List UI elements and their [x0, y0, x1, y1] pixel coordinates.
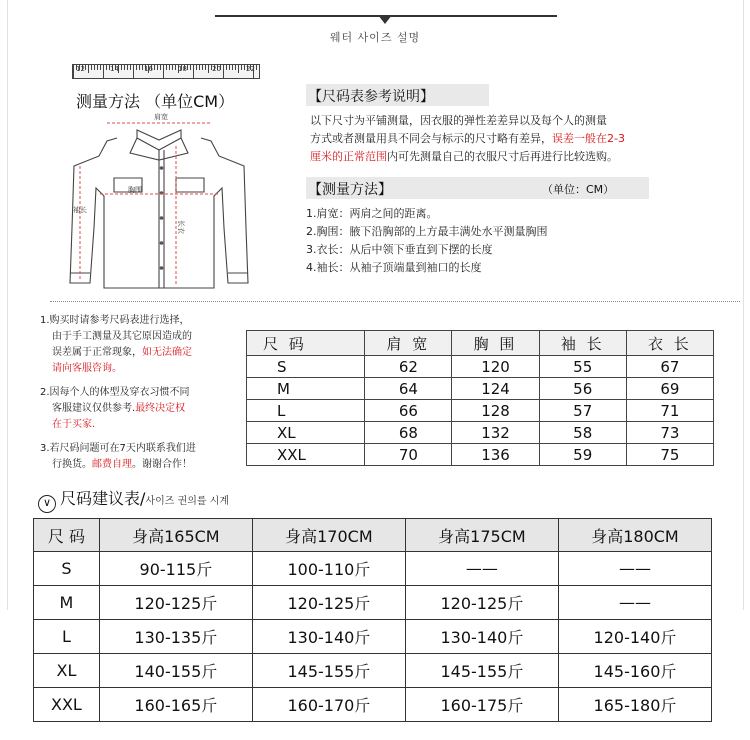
table-cell: 56: [539, 378, 626, 400]
size-cell: S: [247, 356, 365, 378]
down-arrow-icon: [378, 15, 392, 24]
table-row: [247, 444, 714, 466]
table-row: [247, 400, 714, 422]
ruler-tick: [130, 65, 131, 70]
table-cell: 130-140斤: [252, 620, 405, 654]
table-cell: 69: [626, 378, 713, 400]
sleeve-label: 袖长: [73, 206, 87, 214]
ruler-tick: [124, 65, 125, 70]
note-2: [40, 385, 232, 433]
table-cell: 120-125斤: [252, 586, 405, 620]
note-text: 行换货。: [52, 459, 92, 470]
ruler-tick: [226, 65, 227, 70]
table-cell: 120-125斤: [99, 586, 252, 620]
header-cell: 胸 围: [452, 331, 539, 356]
table-cell: 59: [539, 444, 626, 466]
table-row: [34, 688, 712, 722]
size-note-line1: 以下尺寸为平铺测量，因衣服的弹性差差异以及每个人的测量: [310, 114, 607, 127]
ruler-tick: [100, 65, 101, 70]
header-cell: 袖 长: [539, 331, 626, 356]
size-note-line3b: 内可先测量自己的衣服尺寸后再进行比较选购。: [387, 150, 618, 163]
ruler-tick: [256, 65, 257, 70]
size-note-line2b: 误差一般在2-3: [552, 132, 625, 145]
note-line: [40, 457, 232, 473]
header-cell: 身高175CM: [405, 519, 558, 552]
size-cell: M: [247, 378, 365, 400]
note-red-line: 在于买家.: [52, 419, 96, 430]
size-note-line3a: 厘米的正常范围: [310, 150, 387, 163]
note-line: [40, 401, 232, 417]
method-title: 【测量方法】: [308, 182, 392, 198]
ruler-tick: [136, 65, 137, 70]
table-row: [247, 422, 714, 444]
size-cell: XXL: [34, 688, 100, 722]
ruler-tick: [85, 65, 86, 70]
table-row: [34, 654, 712, 688]
chest-label: 胸围: [128, 186, 142, 194]
table-cell: 58: [539, 422, 626, 444]
size-cell: XL: [247, 422, 365, 444]
notes: [40, 313, 232, 481]
header-cell: 尺 码: [34, 519, 100, 552]
method-item: 3.衣长：从后中领下垂直到下摆的长度: [306, 243, 493, 256]
header-cell: 尺 码: [247, 331, 365, 356]
recommend-table: [33, 518, 712, 722]
ruler-tick: [127, 65, 128, 70]
length-label: 长衣: [177, 220, 185, 234]
note-red: 最终决定权: [135, 403, 186, 414]
ruler-tick: [244, 65, 245, 70]
table-cell: 70: [365, 444, 452, 466]
table-cell: 120-140斤: [558, 620, 711, 654]
table-cell: 145-155斤: [405, 654, 558, 688]
table-cell: 67: [626, 356, 713, 378]
note-line: 由于手工测量及其它原因造成的: [52, 331, 192, 342]
recommend-subtitle: 사이즈 권의를 시계: [145, 496, 230, 507]
table-cell: 120: [452, 356, 539, 378]
table-cell: 130-135斤: [99, 620, 252, 654]
recommend-title-text: 尺码建议表/: [60, 489, 146, 508]
method-unit: （单位：CM）: [542, 183, 615, 196]
table-cell: 75: [626, 444, 713, 466]
ruler-tick: [94, 65, 95, 70]
note-line: 3.若尺码问题可在7天内联系我们进: [40, 443, 196, 454]
method-list: [306, 205, 548, 277]
recommend-title: [38, 486, 229, 513]
ruler-tick: [235, 65, 236, 70]
size-note-line2: [310, 130, 690, 148]
ruler-tick: [187, 65, 188, 70]
table-cell: 136: [452, 444, 539, 466]
size-table-header: [247, 331, 714, 356]
ruler-tick: [163, 65, 164, 78]
note-3: [40, 441, 232, 473]
ruler-number: 20: [212, 65, 221, 73]
ruler-tick: [241, 65, 242, 70]
header-cell: 身高170CM: [252, 519, 405, 552]
table-cell: 130-140斤: [405, 620, 558, 654]
top-caption: 웨터 사이즈 설명: [329, 31, 421, 44]
table-cell: 165-180斤: [558, 688, 711, 722]
ruler-tick: [121, 65, 122, 70]
ruler-tick: [172, 65, 173, 70]
table-cell: ——: [558, 552, 711, 586]
ruler-number: 18: [178, 65, 187, 73]
ruler-tick: [106, 65, 107, 70]
note-line: 1.购买时请参考尺码表进行选择，: [40, 315, 190, 326]
note-text: 误差属于正常现象，: [52, 347, 142, 358]
ruler-tick: [97, 65, 98, 70]
ruler-tick: [169, 65, 170, 70]
ruler-number: 22: [246, 65, 255, 73]
ruler-tick: [73, 65, 74, 78]
measure-heading: 测量方法 （单位CM）: [76, 92, 235, 111]
shirt-diagram: [52, 108, 267, 293]
ruler-number: 12: [76, 65, 85, 73]
table-cell: 71: [626, 400, 713, 422]
ruler-tick: [232, 65, 233, 70]
table-cell: 145-160斤: [558, 654, 711, 688]
ruler-tick: [139, 65, 140, 70]
table-cell: 66: [365, 400, 452, 422]
table-cell: 145-155斤: [252, 654, 405, 688]
ruler-tick: [259, 65, 260, 70]
ruler-tick: [88, 65, 89, 73]
table-cell: ——: [558, 586, 711, 620]
ruler: [72, 64, 260, 79]
chevron-down-circle-icon: ∨: [38, 495, 56, 513]
method-item: 1.肩宽：两肩之间的距离。: [306, 207, 438, 220]
table-cell: 160-175斤: [405, 688, 558, 722]
ruler-tick: [133, 65, 134, 78]
dotted-divider: [50, 301, 740, 302]
note-line: [40, 345, 232, 361]
table-cell: ——: [405, 552, 558, 586]
recommend-table-header: [34, 519, 712, 552]
table-cell: 140-155斤: [99, 654, 252, 688]
ruler-tick: [175, 65, 176, 70]
frame-right: [743, 0, 744, 610]
size-cell: M: [34, 586, 100, 620]
table-cell: 55: [539, 356, 626, 378]
table-cell: 62: [365, 356, 452, 378]
ruler-tick: [223, 65, 224, 78]
header-cell: 身高180CM: [558, 519, 711, 552]
note-red: 邮费自理: [92, 459, 132, 470]
table-cell: 160-165斤: [99, 688, 252, 722]
ruler-tick: [154, 65, 155, 70]
table-row: [34, 552, 712, 586]
header-cell: 肩 宽: [365, 331, 452, 356]
size-cell: L: [247, 400, 365, 422]
ruler-tick: [166, 65, 167, 70]
header-cell: 身高165CM: [99, 519, 252, 552]
size-cell: S: [34, 552, 100, 586]
frame-left: [7, 0, 8, 610]
note-1: [40, 313, 232, 377]
ruler-tick: [157, 65, 158, 70]
table-cell: 64: [365, 378, 452, 400]
ruler-tick: [160, 65, 161, 70]
size-note-text: [310, 112, 690, 166]
size-cell: XXL: [247, 444, 365, 466]
table-cell: 73: [626, 422, 713, 444]
table-cell: 90-115斤: [99, 552, 252, 586]
shoulder-label: 肩宽: [154, 113, 168, 121]
size-note-line2a: 方式或者测量用具不同会与标示的尺寸略有差异，: [310, 132, 552, 145]
ruler-tick: [205, 65, 206, 70]
note-text: 。谢谢合作！: [132, 459, 192, 470]
size-note-line3: [310, 148, 690, 166]
ruler-tick: [196, 65, 197, 70]
note-red-line: 请向客服咨询。: [52, 363, 122, 374]
note-red: 如无法确定: [142, 347, 192, 358]
ruler-tick: [142, 65, 143, 70]
ruler-tick: [91, 65, 92, 70]
table-cell: 57: [539, 400, 626, 422]
ruler-tick: [190, 65, 191, 70]
size-table: [246, 330, 714, 466]
table-cell: 160-170斤: [252, 688, 405, 722]
size-cell: XL: [34, 654, 100, 688]
ruler-tick: [103, 65, 104, 78]
method-item: 2.胸围：腋下沿胸部的上方最丰满处水平测量胸围: [306, 225, 548, 238]
ruler-tick: [238, 65, 239, 73]
table-cell: 124: [452, 378, 539, 400]
method-item: 4.袖长：从袖子顶端量到袖口的长度: [306, 261, 482, 274]
table-cell: 132: [452, 422, 539, 444]
ruler-tick: [229, 65, 230, 70]
note-line: 2.因每个人的体型及穿衣习惯不同: [40, 387, 190, 398]
table-row: [247, 378, 714, 400]
header-cell: 衣 长: [626, 331, 713, 356]
size-note-title: 【尺码表参考说明】: [308, 89, 434, 105]
ruler-number: 14: [110, 65, 119, 73]
ruler-tick: [199, 65, 200, 70]
note-text: 客服建议仅供参考.: [52, 403, 136, 414]
ruler-tick: [208, 65, 209, 73]
table-cell: 128: [452, 400, 539, 422]
table-row: [34, 586, 712, 620]
table-cell: 100-110斤: [252, 552, 405, 586]
table-row: [34, 620, 712, 654]
table-cell: 120-125斤: [405, 586, 558, 620]
ruler-number: 16: [144, 65, 153, 73]
table-cell: 68: [365, 422, 452, 444]
table-row: [247, 356, 714, 378]
ruler-tick: [202, 65, 203, 70]
size-cell: L: [34, 620, 100, 654]
ruler-tick: [193, 65, 194, 78]
